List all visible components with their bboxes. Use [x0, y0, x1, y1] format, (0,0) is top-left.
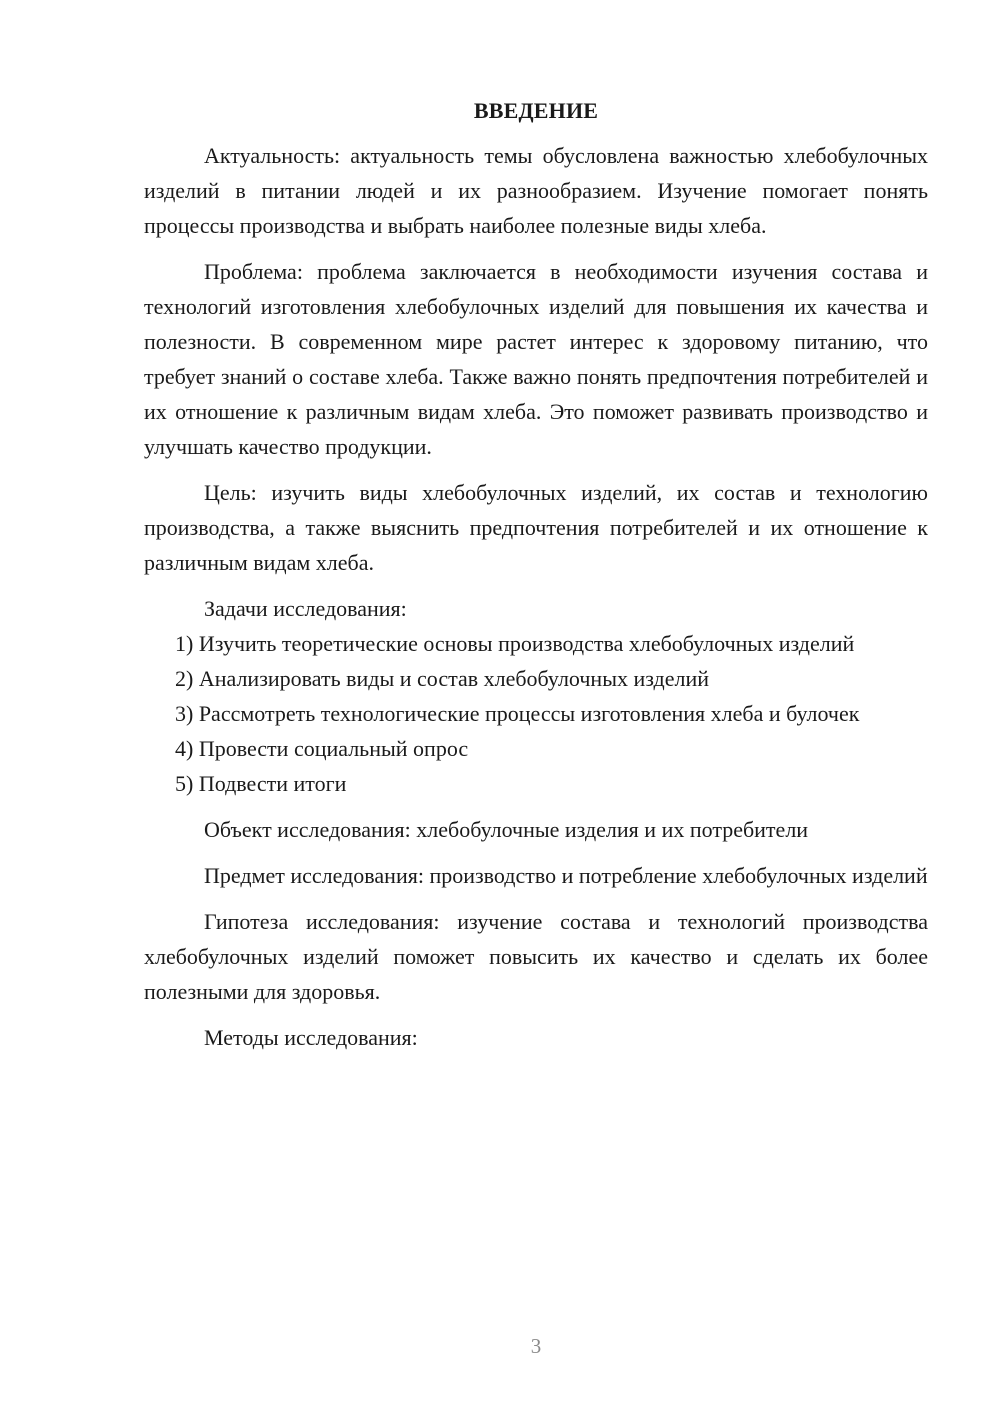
task-item-5: 5) Подвести итоги — [175, 771, 347, 796]
subject-paragraph: Предмет исследования: производство и потребление хлебобулочных изделий — [204, 863, 928, 888]
relevance-paragraph: Актуальность: актуальность темы обусловлена важностью хлебобулочных изделий в питании людей и их разнообразием. Изучение помогает понять процессы производства и выбрать наиболее полезные виды хлеба. — [144, 143, 928, 238]
object-paragraph: Объект исследования: хлебобулочные изделия и их потребители — [204, 817, 809, 842]
methods-heading: Методы исследования: — [204, 1025, 418, 1050]
tasks-heading: Задачи исследования: — [204, 596, 407, 621]
task-item-1: 1) Изучить теоретические основы производства хлебобулочных изделий — [175, 631, 855, 656]
task-item-2: 2) Анализировать виды и состав хлебобулочных изделий — [175, 666, 710, 691]
page-title: ВВЕДЕНИЕ — [473, 98, 599, 123]
task-item-4: 4) Провести социальный опрос — [175, 736, 469, 761]
problem-paragraph: Проблема: проблема заключается в необходимости изучения состава и технологий изготовления хлебобулочных изделий для повышения их качества и полезности. В современном мире растет интерес к здоровому питанию, что требует знаний о составе хлеба. Также важно понять предпочтения потребителей и их отношение к различным видам хлеба. Это поможет развивать производство и улучшать качество продукции. — [144, 259, 928, 459]
page-number: 3 — [530, 1334, 542, 1358]
page-content — [144, 93, 928, 1055]
task-item-3: 3) Рассмотреть технологические процессы изготовления хлеба и булочек — [175, 701, 860, 726]
goal-paragraph: Цель: изучить виды хлебобулочных изделий, их состав и технологию производства, а также выяснить предпочтения потребителей и их отношение к различным видам хлеба. — [144, 480, 928, 575]
hypothesis-paragraph: Гипотеза исследования: изучение состава и технологий производства хлебобулочных изделий поможет повысить их качество и сделать их более полезными для здоровья. — [144, 909, 928, 1004]
